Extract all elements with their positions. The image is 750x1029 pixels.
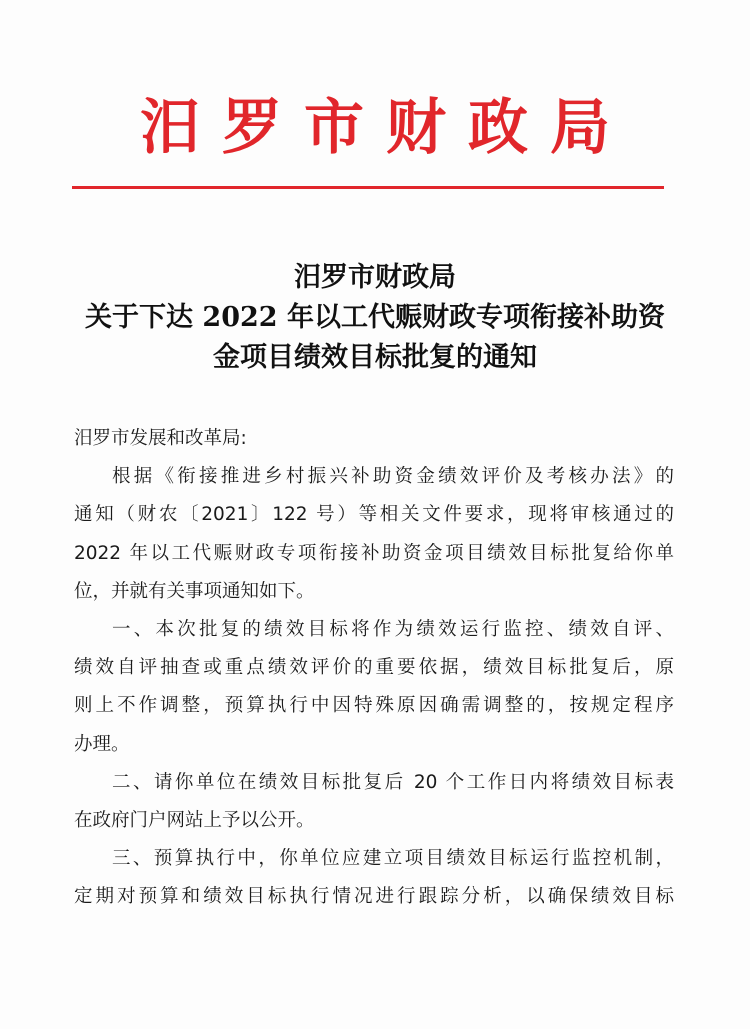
paragraph-1-line-4: 位，并就有关事项通知如下。: [74, 580, 315, 602]
paragraph-1-line-2: 通知（财农〔2021〕122 号）等相关文件要求，现将审核通过的: [74, 504, 674, 526]
document-title: [70, 258, 680, 378]
paragraph-4: [74, 840, 674, 916]
document-body: [74, 420, 674, 917]
title-line-2: 关于下达 2022 年以工代赈财政专项衔接补助资: [85, 302, 665, 333]
salutation-line: 汨罗市发展和改革局:: [74, 428, 247, 449]
paragraph-2: [74, 611, 674, 764]
title-line-1: 汨罗市财政局: [294, 262, 456, 293]
paragraph-1-line-3: 2022 年以工代赈财政专项衔接补助资金项目绩效目标批复给你单: [74, 542, 674, 564]
paragraph-1-line-1: 根据《衔接推进乡村振兴补助资金绩效评价及考核办法》的: [112, 466, 674, 488]
paragraph-2-line-4: 办理。: [74, 733, 130, 755]
paragraph-2-line-3: 则上不作调整，预算执行中因特殊原因确需调整的，按规定程序: [74, 695, 674, 717]
paragraph-2-line-1: 一、本次批复的绩效目标将作为绩效运行监控、绩效自评、: [112, 619, 674, 641]
title-line-3: 金项目绩效目标批复的通知: [213, 342, 537, 373]
agency-letterhead: 汨罗市财政局: [140, 93, 632, 163]
letterhead-red-rule: [72, 186, 664, 189]
paragraph-3: [74, 764, 674, 840]
paragraph-4-line-1: 三、预算执行中，你单位应建立项目绩效目标运行监控机制，: [112, 848, 674, 870]
paragraph-1: [74, 458, 674, 611]
paragraph-2-line-2: 绩效自评抽查或重点绩效评价的重要依据，绩效目标批复后，原: [74, 657, 674, 679]
salutation: [74, 420, 674, 458]
paragraph-3-line-1: 二、请你单位在绩效目标批复后 20 个工作日内将绩效目标表: [112, 771, 674, 793]
paragraph-4-line-2: 定期对预算和绩效目标执行情况进行跟踪分析，以确保绩效目标: [74, 886, 674, 908]
paragraph-3-line-2: 在政府门户网站上予以公开。: [74, 810, 315, 832]
